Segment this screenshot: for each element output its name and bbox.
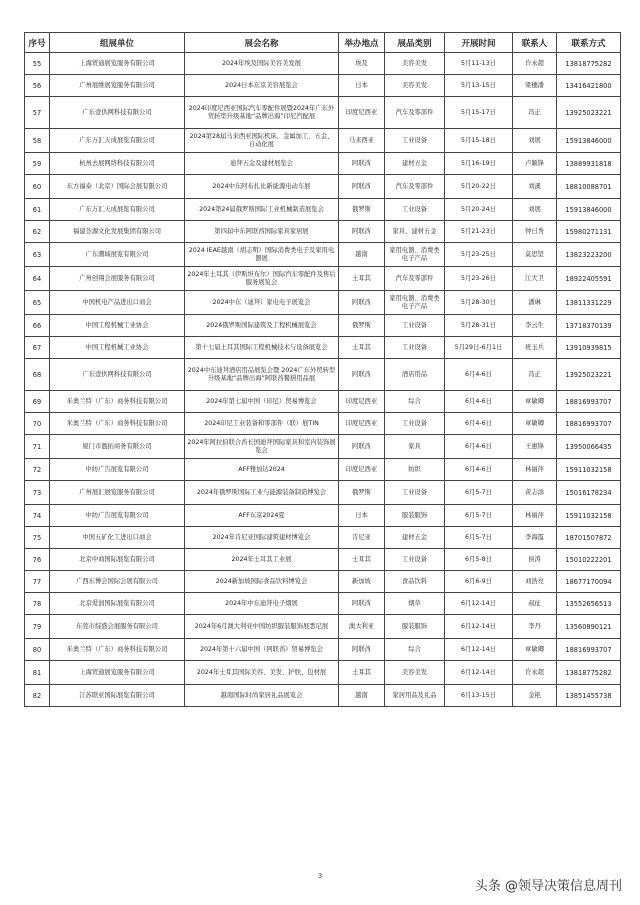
row-no: 64 [25, 267, 50, 291]
row-phone: 13910939815 [557, 337, 621, 359]
row-exhibition-name: 第四届中东阿联酋国际家具家居展 [185, 221, 339, 243]
row-organizer: 福建荟源文化发展集团有限公司 [50, 221, 185, 243]
row-date: 6月12-14日 [445, 615, 513, 639]
table-row [25, 267, 621, 291]
row-date: 5月20-24日 [445, 199, 513, 221]
row-exhibition-name: 迪拜五金及建材展览会 [185, 153, 339, 175]
row-organizer: 北京爱润国际展览有限公司 [50, 593, 185, 615]
row-date: 6月4-6日 [445, 435, 513, 459]
row-category: 工业设备 [385, 337, 445, 359]
row-location: 俄罗斯 [339, 199, 385, 221]
row-date: 5月11-13日 [445, 53, 513, 75]
row-contact: 许永超 [513, 53, 557, 75]
row-contact: 侯涛 [513, 549, 557, 571]
table-row [25, 391, 621, 413]
row-phone: 13552656513 [557, 593, 621, 615]
row-date: 6月6-9日 [445, 571, 513, 593]
row-organizer: 中国工程机械工业协会 [50, 315, 185, 337]
row-no: 76 [25, 549, 50, 571]
row-phone: 15010222201 [557, 549, 621, 571]
table-row [25, 315, 621, 337]
row-category: 纺织 [385, 459, 445, 481]
row-phone: 13823223200 [557, 243, 621, 267]
row-category: 工业设备 [385, 199, 445, 221]
row-exhibition-name: 2024年6月澳大利亚中国纺织服装服饰展悉尼展 [185, 615, 339, 639]
row-organizer: 中国工程机械工业协会 [50, 337, 185, 359]
row-date: 5月13-15日 [445, 75, 513, 97]
row-location: 俄罗斯 [339, 481, 385, 505]
row-location: 印度尼西亚 [339, 97, 385, 129]
row-location: 澳大利亚 [339, 615, 385, 639]
row-category: 家具、建材五金 [385, 221, 445, 243]
row-category: 美容美发 [385, 661, 445, 685]
row-category: 综合 [385, 391, 445, 413]
row-exhibition-name: 2024年俄罗斯国际工业与能源装备制造博览会 [185, 481, 339, 505]
row-date: 6月4-6日 [445, 391, 513, 413]
row-category: 家具 [385, 435, 445, 459]
row-no: 77 [25, 571, 50, 593]
row-exhibition-name: 2024新加坡国际食品饮料博览会 [185, 571, 339, 593]
header-organizer: 组展单位 [50, 33, 185, 53]
row-date: 6月5-7日 [445, 527, 513, 549]
row-no: 69 [25, 391, 50, 413]
row-location: 土耳其 [339, 549, 385, 571]
row-contact: 卢颖锋 [513, 153, 557, 175]
row-location: 阿联酋 [339, 593, 385, 615]
row-contact: 潘琳 [513, 291, 557, 315]
table-row [25, 639, 621, 661]
row-phone: 15913846000 [557, 129, 621, 153]
row-contact: 梁穗潘 [513, 75, 557, 97]
row-contact: 钟日秀 [513, 221, 557, 243]
row-phone: 18922405591 [557, 267, 621, 291]
row-contact: 林丽萍 [513, 459, 557, 481]
row-contact: 许永超 [513, 661, 557, 685]
row-contact: 江大卫 [513, 267, 557, 291]
row-organizer: 米奥兰特（广东）商务科技有限公司 [50, 391, 185, 413]
row-phone: 13416421800 [557, 75, 621, 97]
row-category: 美容美发 [385, 53, 445, 75]
row-organizer: 杭州去展网络科技有限公司 [50, 153, 185, 175]
row-exhibition-name: 2024年第七届中国（印尼）贸易博览会 [185, 391, 339, 413]
row-location: 越南 [339, 685, 385, 707]
table-row [25, 459, 621, 481]
row-contact: 章敏卿 [513, 391, 557, 413]
header-category: 展品类别 [385, 33, 445, 53]
row-location: 新加坡 [339, 571, 385, 593]
row-exhibition-name: 2024年肯尼亚国际建筑建材博览会 [185, 527, 339, 549]
table-row [25, 661, 621, 685]
row-location: 越南 [339, 243, 385, 267]
row-category: 汽车及零部件 [385, 97, 445, 129]
row-contact: 刘溪 [513, 175, 557, 199]
row-contact: 叔征 [513, 593, 557, 615]
row-organizer: 米奥兰特（广东）商务科技有限公司 [50, 639, 185, 661]
row-location: 土耳其 [339, 661, 385, 685]
row-phone: 13925023221 [557, 359, 621, 391]
row-category: 美容美发 [385, 75, 445, 97]
header-phone: 联系方式 [557, 33, 621, 53]
row-organizer: 江苏联亚国际展览有限公司 [50, 685, 185, 707]
row-phone: 15911032158 [557, 505, 621, 527]
row-no: 79 [25, 615, 50, 639]
row-no: 72 [25, 459, 50, 481]
header-exhibition-name: 展会名称 [185, 33, 339, 53]
header-no: 序号 [25, 33, 50, 53]
row-no: 73 [25, 481, 50, 505]
table-row [25, 97, 621, 129]
table-row [25, 435, 621, 459]
row-phone: 15980271131 [557, 221, 621, 243]
row-exhibition-name: 2024印度尼西亚国际汽车零配件展暨2024年广东外贸转型升级基地“品牌出海”印尼汽配展 [185, 97, 339, 129]
row-category: 汽车及零部件 [385, 267, 445, 291]
table-row [25, 199, 621, 221]
row-phone: 18816993707 [557, 639, 621, 661]
row-no: 58 [25, 129, 50, 153]
row-category: 建材五金 [385, 153, 445, 175]
row-exhibition-name: 2024第24届俄罗斯国际工业机械制造展览会 [185, 199, 339, 221]
row-no: 66 [25, 315, 50, 337]
row-organizer: 广东万汇天成展览有限公司 [50, 199, 185, 221]
row-exhibition-name: 2024中东阿布扎比新能源电动车展 [185, 175, 339, 199]
row-location: 土耳其 [339, 267, 385, 291]
row-organizer: 北京中商国际展览有限公司 [50, 549, 185, 571]
row-location: 阿联酋 [339, 153, 385, 175]
row-category: 服装服饰 [385, 505, 445, 527]
table-row [25, 359, 621, 391]
row-location: 埃及 [339, 53, 385, 75]
row-no: 60 [25, 175, 50, 199]
row-exhibition-name: 2024年土耳其国际美容、美发、护肤、包材展 [185, 661, 339, 685]
row-contact: 莫思坚 [513, 243, 557, 267]
row-location: 印度尼西亚 [339, 391, 385, 413]
row-contact: 李海霞 [513, 527, 557, 549]
row-category: 工业设备 [385, 481, 445, 505]
row-phone: 13560890121 [557, 615, 621, 639]
row-exhibition-name: 2024年土耳其（伊斯坦布尔）国际汽车零配件及售后服务展览会 [185, 267, 339, 291]
exhibition-table-wrapper [24, 32, 620, 707]
table-row [25, 75, 621, 97]
row-location: 日本 [339, 505, 385, 527]
table-row [25, 129, 621, 153]
row-location: 阿联酋 [339, 639, 385, 661]
table-header-row [25, 33, 621, 53]
row-phone: 18816993707 [557, 413, 621, 435]
row-category: 汽车及零部件 [385, 175, 445, 199]
row-location: 俄罗斯 [339, 315, 385, 337]
row-contact: 冯正 [513, 97, 557, 129]
row-organizer: 广州创翔会展服务有限公司 [50, 267, 185, 291]
exhibition-table [24, 32, 621, 707]
row-contact: 刘展 [513, 199, 557, 221]
row-no: 81 [25, 661, 50, 685]
row-location: 阿联酋 [339, 221, 385, 243]
row-location: 肯尼亚 [339, 527, 385, 549]
row-exhibition-name: 2024中东（迪拜）家电电子展览会 [185, 291, 339, 315]
row-no: 56 [25, 75, 50, 97]
row-phone: 13889931818 [557, 153, 621, 175]
table-row [25, 53, 621, 75]
row-phone: 15911032158 [557, 459, 621, 481]
row-organizer: 米奥兰特（广东）商务科技有限公司 [50, 413, 185, 435]
row-date: 6月4-6日 [445, 459, 513, 481]
row-date: 6月5-7日 [445, 505, 513, 527]
row-category: 家用电器、消费类电子产品 [385, 291, 445, 315]
row-exhibition-name: 2024 IEAE越南（胡志明）国际消费类电子及家用电器展 [185, 243, 339, 267]
row-phone: 13950066435 [557, 435, 621, 459]
row-no: 68 [25, 359, 50, 391]
row-exhibition-name: 2024日本东京美容展览会 [185, 75, 339, 97]
row-organizer: 广西东博会国际会展有限公司 [50, 571, 185, 593]
table-row [25, 243, 621, 267]
table-row [25, 337, 621, 359]
row-date: 5月28-31日 [445, 315, 513, 337]
table-body [25, 53, 621, 707]
row-phone: 13851455738 [557, 685, 621, 707]
row-organizer: 广州展维展览服务有限公司 [50, 75, 185, 97]
row-phone: 18677170094 [557, 571, 621, 593]
row-date: 6月5-7日 [445, 481, 513, 505]
row-organizer: 广东潮域展览有限公司 [50, 243, 185, 267]
row-organizer: 厦门市盈拓商务有限公司 [50, 435, 185, 459]
row-no: 67 [25, 337, 50, 359]
row-category: 建材五金 [385, 527, 445, 549]
row-exhibition-name: 第十七届土耳其国际工程机械技术与设备展览会 [185, 337, 339, 359]
row-exhibition-name: 2024年埃及国际美容美发展 [185, 53, 339, 75]
row-no: 70 [25, 413, 50, 435]
row-category: 工业设备 [385, 315, 445, 337]
row-no: 59 [25, 153, 50, 175]
table-row [25, 175, 621, 199]
row-contact: 王惠锋 [513, 435, 557, 459]
row-no: 55 [25, 53, 50, 75]
header-contact: 联系人 [513, 33, 557, 53]
row-exhibition-name: 2024年第十六届中国（阿联酋）贸易博览会 [185, 639, 339, 661]
table-row [25, 685, 621, 707]
table-row [25, 615, 621, 639]
table-row [25, 571, 621, 593]
row-category: 工业设备 [385, 549, 445, 571]
row-phone: 13818775282 [557, 661, 621, 685]
row-exhibition-name: 2024印尼工业装备和零部件（联）展TIN [185, 413, 339, 435]
row-location: 印度尼西亚 [339, 413, 385, 435]
row-no: 74 [25, 505, 50, 527]
row-contact: 章敏卿 [513, 413, 557, 435]
table-row [25, 505, 621, 527]
row-phone: 13925023221 [557, 97, 621, 129]
row-exhibition-name: 2024年土耳其工业展 [185, 549, 339, 571]
row-no: 78 [25, 593, 50, 615]
row-exhibition-name: 2024年阿拉伯联合酋长国迪拜国际家具和室内装饰展览会 [185, 435, 339, 459]
row-location: 阿联酋 [339, 435, 385, 459]
row-no: 63 [25, 243, 50, 267]
row-phone: 15913846000 [557, 199, 621, 221]
row-date: 5月15-17日 [445, 97, 513, 129]
row-contact: 章敏卿 [513, 639, 557, 661]
row-location: 阿联酋 [339, 175, 385, 199]
table-row [25, 153, 621, 175]
row-phone: 13818775282 [557, 53, 621, 75]
row-contact: 黄志添 [513, 481, 557, 505]
row-date: 5月23-26日 [445, 267, 513, 291]
row-exhibition-name: 2024第28届马来西亚国际机床、金属加工、五金、自动化展 [185, 129, 339, 153]
row-date: 6月12-14日 [445, 661, 513, 685]
row-no: 62 [25, 221, 50, 243]
row-organizer: 上海贸通展览服务有限公司 [50, 53, 185, 75]
row-date: 6月5-8日 [445, 549, 513, 571]
table-row [25, 527, 621, 549]
row-date: 6月4-6日 [445, 359, 513, 391]
row-date: 6月4-6日 [445, 413, 513, 435]
row-no: 71 [25, 435, 50, 459]
row-contact: 冯正 [513, 359, 557, 391]
row-category: 工业设备 [385, 413, 445, 435]
row-organizer: 广东壹供网科技有限公司 [50, 359, 185, 391]
row-location: 印度尼西亚 [339, 459, 385, 481]
row-organizer: 广东万汇天成展览有限公司 [50, 129, 185, 153]
table-row [25, 221, 621, 243]
row-organizer: 中纺广告展览有限公司 [50, 459, 185, 481]
row-contact: 刘展 [513, 129, 557, 153]
row-contact: 刘浩亮 [513, 571, 557, 593]
row-category: 烟草 [385, 593, 445, 615]
row-no: 65 [25, 291, 50, 315]
page-number: 3 [317, 872, 323, 880]
row-organizer: 广州展汇展览服务有限公司 [50, 481, 185, 505]
row-no: 82 [25, 685, 50, 707]
row-date: 5月23-25日 [445, 243, 513, 267]
row-phone: 18701507872 [557, 527, 621, 549]
row-date: 6月12-14日 [445, 639, 513, 661]
row-organizer: 中国机电产品进出口商会 [50, 291, 185, 315]
row-exhibition-name: 2024俄罗斯国际建筑及工程机械展览会 [185, 315, 339, 337]
table-row [25, 291, 621, 315]
row-organizer: 上海贸通展览服务有限公司 [50, 661, 185, 685]
row-category: 家居用品及礼品 [385, 685, 445, 707]
row-exhibition-name: AFF雅加达2024 [185, 459, 339, 481]
row-contact: 林丽萍 [513, 505, 557, 527]
row-date: 6月12-14日 [445, 593, 513, 615]
row-exhibition-name: 越南国际时尚家居礼品展览会 [185, 685, 339, 707]
row-location: 阿联酋 [339, 291, 385, 315]
row-contact: 李丹 [513, 615, 557, 639]
row-organizer: 东方福泰（北京）国际会展有限公司 [50, 175, 185, 199]
row-date: 5月15-18日 [445, 129, 513, 153]
row-contact: 班玉兵 [513, 337, 557, 359]
row-no: 57 [25, 97, 50, 129]
row-date: 5月21-23日 [445, 221, 513, 243]
row-category: 工业设备 [385, 129, 445, 153]
row-contact: 金艳 [513, 685, 557, 707]
watermark-text: 头条 @领导决策信息周刊 [474, 879, 622, 894]
row-date: 5月16-19日 [445, 153, 513, 175]
row-exhibition-name: AFF东京2024夏 [185, 505, 339, 527]
row-organizer: 广东壹供网科技有限公司 [50, 97, 185, 129]
row-date: 6月13-15日 [445, 685, 513, 707]
row-phone: 13718370139 [557, 315, 621, 337]
row-location: 日本 [339, 75, 385, 97]
row-phone: 18810088701 [557, 175, 621, 199]
row-location: 土耳其 [339, 337, 385, 359]
row-category: 酒店用品 [385, 359, 445, 391]
row-exhibition-name: 2024中东迪拜酒店用品展览会暨 2024广东外贸转型升级基地“品牌出海”阿联酋餐厨用品展 [185, 359, 339, 391]
row-contact: 李云生 [513, 315, 557, 337]
table-row [25, 593, 621, 615]
row-date: 5月20-22日 [445, 175, 513, 199]
header-location: 举办地点 [339, 33, 385, 53]
row-phone: 18816993707 [557, 391, 621, 413]
row-phone: 15016178234 [557, 481, 621, 505]
row-location: 阿联酋 [339, 359, 385, 391]
table-row [25, 413, 621, 435]
row-organizer: 东莞市绽盛会展服务有限公司 [50, 615, 185, 639]
row-category: 家用电器、消费类电子产品 [385, 243, 445, 267]
row-date: 5月29日-6月1日 [445, 337, 513, 359]
row-no: 75 [25, 527, 50, 549]
row-category: 综合 [385, 639, 445, 661]
header-date: 开展时间 [445, 33, 513, 53]
row-exhibition-name: 2024年中东迪拜电子烟展 [185, 593, 339, 615]
table-row [25, 481, 621, 505]
row-organizer: 中纺广告展览有限公司 [50, 505, 185, 527]
row-organizer: 中国五矿化工进出口商会 [50, 527, 185, 549]
row-category: 服装服饰 [385, 615, 445, 639]
row-no: 61 [25, 199, 50, 221]
row-no: 80 [25, 639, 50, 661]
row-phone: 13811331229 [557, 291, 621, 315]
table-row [25, 549, 621, 571]
row-category: 食品饮料 [385, 571, 445, 593]
row-location: 马来西亚 [339, 129, 385, 153]
row-date: 5月28-30日 [445, 291, 513, 315]
